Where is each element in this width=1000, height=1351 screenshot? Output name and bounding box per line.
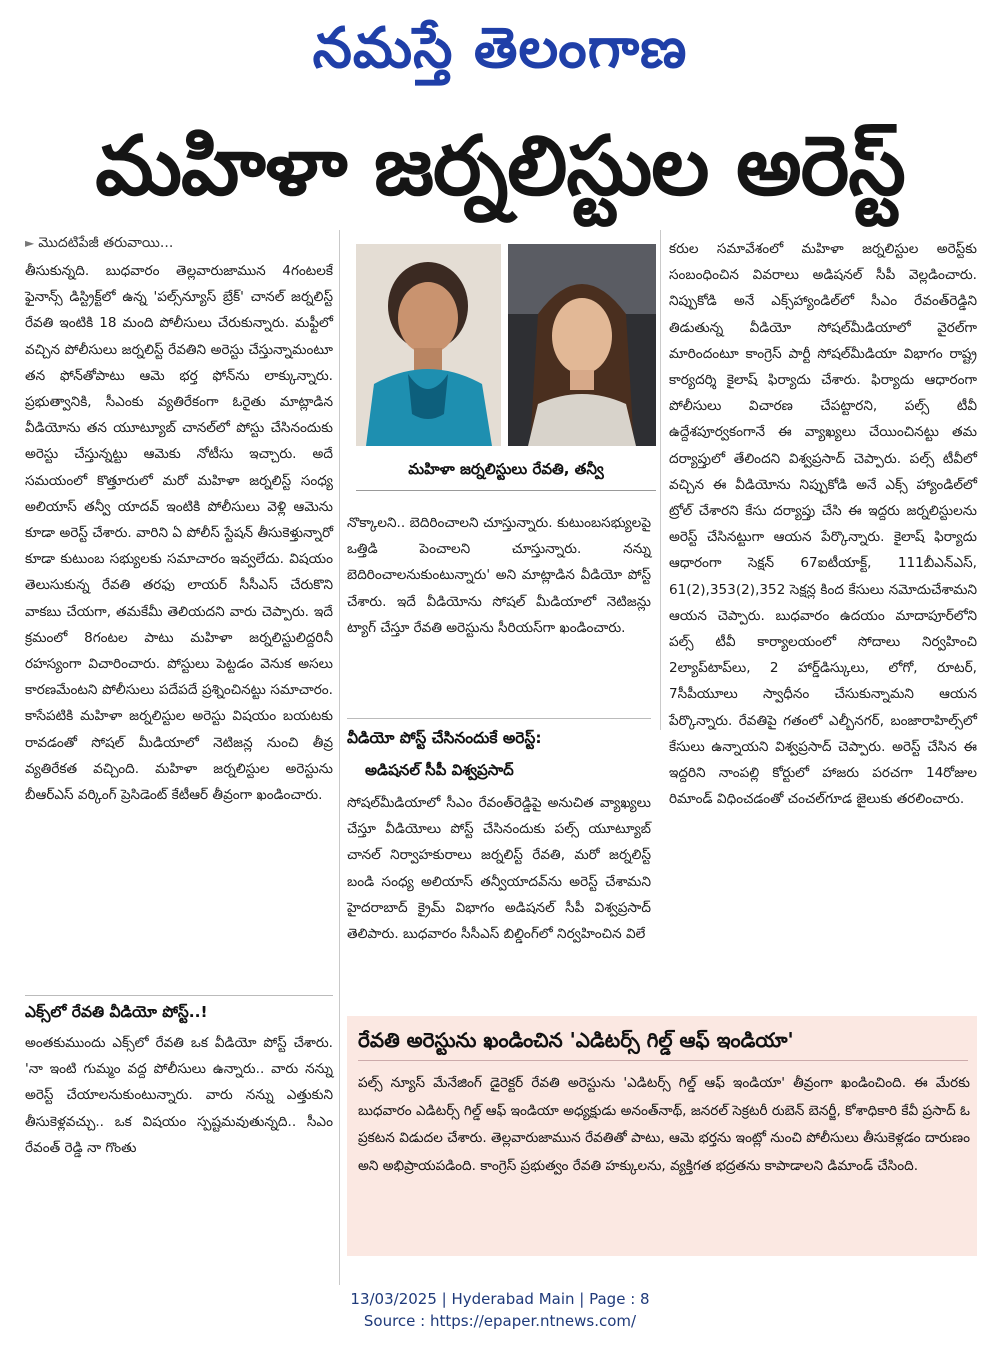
footer-date-edition: 13/03/2025 | Hyderabad Main | Page : 8 [350,1290,650,1308]
section-divider [25,995,333,996]
article-text: నొక్కాలని.. బెదిరించాలని చూస్తున్నారు. కుటుంబసభ్యులపై ఒత్తిడి పెంచాలని చూస్తున్నారు. నన్ను బెదిరించాలనుకుంటున్నారు' అని మాట్లాడిన వీడియో పోస్ట్ చేశారు. ఇదే వీడియోను సోషల్ మీడియాలో నెటిజన్లు ట్యాగ్ చేస్తూ రేవతి అరెస్టును సీరియస్‌గా ఖండించారు. [347,515,651,636]
article-column-1b [25,1030,333,1161]
article-text: కరుల సమావేశంలో మహిళా జర్నలిస్టుల అరెస్ట్‌కు సంబంధించిన వివరాలు అడిషనల్ సీపీ వెల్లడించారు. నిప్పుకోడి అనే ఎక్స్‌హ్యాండిల్‌లో సీఎం రేవంత్‌రెడ్డిని తిడుతున్న వీడియో సోషల్‌మీడియాలో వైరల్‌గా మారిందంటూ కాంగ్రెస్ పార్టీ సోషల్‌మీడియా విభాగం రాష్ట్ర కార్యదర్శి కైలాష్ ఫిర్యాదు చేశారు. ఫిర్యాదు ఆధారంగా పోలీసులు విచారణ చేపట్టారని, పల్స్ టీవీ ఉద్దేశపూర్వకంగానే ఈ వ్యాఖ్యలు చేయించినట్టు తమ దర్యాప్తులో తేలిందని విశ్వప్రసాద్ చెప్పారు. పల్స్ టీవీలో వచ్చిన ఈ వీడియోను నిప్పుకోడి అనే ఎక్స్ హ్యాండిల్‌లో ట్రోల్ చేశారని కేసు దర్యాప్తు చేసి ఈ ఇద్దరు జర్నలిస్టులను అరెస్ట్ చేసినట్టుగా ఆయన పేర్కొన్నారు. కైలాష్ ఫిర్యాదు ఆధారంగా సెక్షన్ 67ఐటీయాక్ట్, 111బీఎన్‌ఎస్, 61(2),353(2),352 సెక్షన్ల కింద కేసులు నమోదుచేశామని ఆయన చెప్పారు. బుధవారం ఉదయం మాదాపూర్‌లోని పల్స్ టీవీ కార్యాలయంలో సోదాలు నిర్వహించి 2ల్యాప్‌టాప్‌లు, 2 హార్డ్‌డిస్కులు, లోగో, రూటర్, 7సీపీయూలు స్వాధీనం చేసుకున్నామని ఆయన పేర్కొన్నారు. రేవతిపై గతంలో ఎల్బీనగర్, బంజారాహిల్స్‌లో కేసులు ఉన్నాయని విశ్వప్రసాద్ చెప్పారు. అరెస్ట్ చేసిన ఈ ఇద్దరిని నాంపల్లి కోర్టులో హాజరు పరచగా 14రోజుల రిమాండ్ విధించడంతో చంచల్‌గూడ జైలుకు తరలించారు. [669,241,977,808]
photo-revathi [356,244,501,446]
section-divider [347,718,651,719]
masthead-logo: నమస్తే తెలంగాణ [312,15,688,81]
subheading-x-post: ఎక్స్‌లో రేవతి వీడియో పోస్ట్..! [25,1003,208,1021]
article-text: తీసుకున్నది. బుధవారం తెల్లవారుజామున 4గంటలకే ఫైనాన్స్ డిస్ట్రిక్ట్‌లో ఉన్న 'పల్స్‌న్యూస్ బ్రేక్' చానల్ జర్నలిస్ట్ రేవతి ఇంటికి 18 మంది పోలీసులు చేరుకున్నారు. మఫ్టీలో వచ్చిన పోలీసులు జర్నలిస్ట్ రేవతిని అరెస్టు చేస్తున్నామంటూ తన ఫోన్‌తోపాటు ఆమె భర్త ఫోన్‌ను లాక్కున్నారు. ప్రభుత్వానికి, సీఎంకు వ్యతిరేకంగా ఓరైతు మాట్లాడిన వీడియోను తన యూట్యూబ్ చానల్‌లో పోస్టు చేసినందుకు అరెస్టు చేస్తున్నట్టు ఆమెకు నోటీసు ఇచ్చారు. అదే సమయంలో కొత్తూరులో మరో మహిళా జర్నలిస్ట్ సంధ్య అలియాస్ తన్వీ యాదవ్ ఇంటికి పోలీసులు వెళ్లి ఆమెను కూడా అరెస్ట్ చేశారు. వారిని ఏ పోలీస్ స్టేషన్ తీసుకెళ్తున్నారో కూడా కుటుంబ సభ్యులకు సమాచారం ఇవ్వలేదు. విషయం తెలుసుకున్న రేవతి తరఫు లాయర్ సీసీఎస్ చేరుకొని వాకబు చేయగా, తమకేమీ తెలియదని వారు చెప్పారు. ఇదే క్రమంలో 8గంటల పాటు మహిళా జర్నలిస్టులిద్దరినీ రహస్యంగా విచారించారు. పోస్టులు పెట్టడం వెనుక అసలు కారణమేంటని పోలీసులు పదేపదే ప్రశ్నించినట్టు సమాచారం. కాసేపటికి మహిళా జర్నలిస్టుల అరెస్టు విషయం బయటకు రావడంతో సోషల్ మీడియాలో నెటిజన్ల నుంచి తీవ్ర వ్యతిరేకత వచ్చింది. మహిళా జర్నలిస్టుల అరెస్టును బీఆర్‌ఎస్ వర్కింగ్ ప్రెసిడెంట్ కేటీఆర్ తీవ్రంగా ఖండించారు. [25,263,333,804]
article-column-1 [25,258,333,808]
boxed-divider [358,1060,968,1061]
headline: మహిళా జర్నలిస్టుల అరెస్ట్ [95,119,905,214]
column-divider [339,230,340,1285]
article-column-3 [669,236,977,812]
article-column-2 [347,510,651,641]
article-text: అంతకుముందు ఎక్స్‌లో రేవతి ఒక వీడియో పోస్ట్ చేశారు. 'నా ఇంటి గుమ్మం వద్ద పోలీసులు ఉన్నారు.. వారు నన్ను అరెస్ట్ చేయాలనుకుంటున్నారు. వారు నన్ను ఎత్తుకుని తీసుకెళ్లవచ్చు.. ఒక విషయం స్పష్టమవుతున్నది.. సీఎం రేవంత్ రెడ్డి నా గొంతు [25,1035,333,1156]
continued-text: మొదటిపేజీ తరువాయి... [38,235,174,251]
continued-label [25,232,173,254]
boxed-text: పల్స్ న్యూస్ మేనేజింగ్ డైరెక్టర్ రేవతి అరెస్టును 'ఎడిటర్స్ గిల్డ్ ఆఫ్ ఇండియా' తీవ్రంగా ఖండించింది. ఈ మేరకు బుధవారం ఎడిటర్స్ గిల్డ్ ఆఫ్ ఇండియా అధ్యక్షుడు అనంత్‌నాథ్, జనరల్ సెక్రటరీ రుబెన్ బెనర్జీ, కోశాధికారి కేవీ ప్రసాద్ ఓ ప్రకటన విడుదల చేశారు. తెల్లవారుజామున రేవతితో పాటు, ఆమె భర్తను ఇంట్లో నుంచి పోలీసులు తీసుకెళ్లడం దారుణం అని అభిప్రాయపడింది. కాంగ్రెస్ ప్రభుత్వం రేవతి హక్కులను, వ్యక్తిగత భద్రతను కాపాడాలని డిమాండ్ చేసింది. [358,1075,970,1174]
column-divider [660,230,661,730]
footer-source: Source : https://epaper.ntnews.com/ [363,1312,637,1330]
caption-divider [356,490,656,491]
subheading-additional-cp: అడిషనల్ సీపీ విశ్వప్రసాద్ [365,761,514,779]
photo-caption: మహిళా జర్నలిస్టులు రేవతి, తన్వీ [408,460,604,478]
article-text: సోషల్‌మీడియాలో సీఎం రేవంత్‌రెడ్డిపై అనుచిత వ్యాఖ్యలు చేస్తూ వీడియోలు పోస్ట్ చేసినందుకు పల్స్ యూట్యూబ్ చానల్ నిర్వాహకురాలు జర్నలిస్ట్ రేవతి, మరో జర్నలిస్ట్ బండి సంధ్య అలియాస్ తన్వీయాదవ్‌ను అరెస్ట్ చేశామని హైదరాబాద్ క్రైమ్ విభాగం అడిషనల్ సీపీ విశ్వప్రసాద్ తెలిపారు. బుధవారం సీసీఎస్ బిల్డింగ్‌లో నిర్వహించిన విలే [347,795,651,943]
boxed-headline: రేవతి అరెస్టును ఖండించిన 'ఎడిటర్స్ గిల్డ్ ఆఫ్ ఇండియా' [358,1028,794,1052]
article-column-2b [347,790,651,947]
photo-tanvi [508,244,656,446]
arrow-icon: ► [25,236,35,250]
subheading-video-post: వీడియో పోస్ట్ చేసినందుకే అరెస్ట్: [347,729,542,747]
